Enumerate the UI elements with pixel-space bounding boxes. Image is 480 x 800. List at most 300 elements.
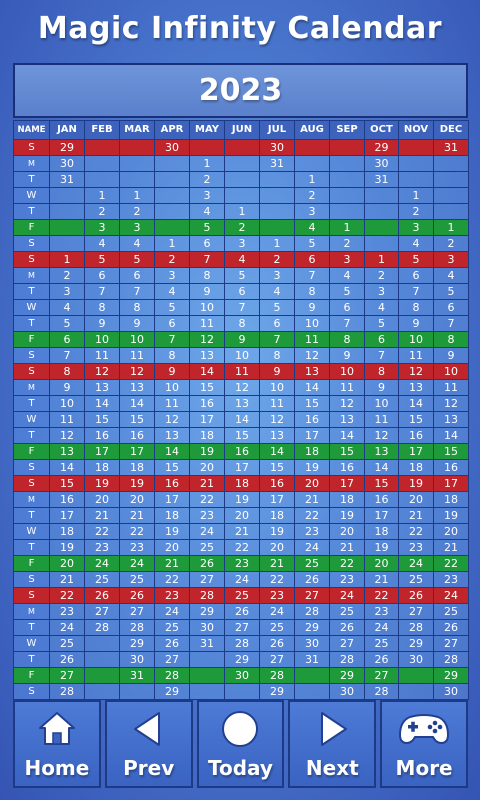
date-cell: 9	[190, 284, 225, 300]
calendar-row	[14, 604, 469, 620]
date-cell: 17	[85, 444, 120, 460]
calendar-row	[14, 476, 469, 492]
triangle-right-icon	[312, 706, 352, 752]
date-cell: 23	[155, 588, 190, 604]
date-cell: 30	[365, 156, 399, 172]
header-month: SEP	[330, 121, 365, 140]
date-cell: 28	[365, 684, 399, 700]
weekday-label: M	[14, 156, 50, 172]
date-cell: 2	[50, 268, 85, 284]
date-cell: 15	[190, 380, 225, 396]
date-cell: 2	[120, 204, 155, 220]
date-cell: 20	[434, 524, 469, 540]
date-cell: 12	[85, 364, 120, 380]
date-cell	[155, 172, 190, 188]
header-month: APR	[155, 121, 190, 140]
date-cell	[295, 668, 330, 684]
header-month: JUL	[260, 121, 295, 140]
weekday-label: M	[14, 604, 50, 620]
calendar-row	[14, 636, 469, 652]
date-cell: 29	[190, 604, 225, 620]
date-cell: 24	[225, 572, 260, 588]
date-cell: 24	[190, 524, 225, 540]
date-cell: 3	[85, 220, 120, 236]
date-cell: 13	[295, 364, 330, 380]
date-cell	[330, 156, 365, 172]
date-cell: 7	[120, 284, 155, 300]
date-cell	[85, 684, 120, 700]
date-cell: 1	[85, 188, 120, 204]
date-cell: 14	[225, 412, 260, 428]
date-cell: 3	[50, 284, 85, 300]
date-cell: 27	[365, 668, 399, 684]
weekday-label: F	[14, 556, 50, 572]
date-cell: 6	[120, 268, 155, 284]
date-cell: 30	[434, 684, 469, 700]
date-cell	[190, 140, 225, 156]
calendar-row	[14, 684, 469, 700]
home-button[interactable]	[13, 700, 101, 788]
calendar-row	[14, 540, 469, 556]
date-cell: 4	[399, 236, 434, 252]
weekday-label: T	[14, 396, 50, 412]
date-cell: 22	[225, 540, 260, 556]
date-cell: 18	[155, 508, 190, 524]
date-cell	[85, 668, 120, 684]
date-cell: 9	[295, 300, 330, 316]
date-cell	[399, 172, 434, 188]
calendar-row	[14, 348, 469, 364]
date-cell: 16	[50, 492, 85, 508]
date-cell: 30	[295, 636, 330, 652]
date-cell	[190, 652, 225, 668]
date-cell: 17	[434, 476, 469, 492]
date-cell	[260, 204, 295, 220]
date-cell: 11	[120, 348, 155, 364]
date-cell: 4	[330, 268, 365, 284]
date-cell: 15	[260, 460, 295, 476]
date-cell: 14	[365, 460, 399, 476]
date-cell: 31	[50, 172, 85, 188]
date-cell: 2	[295, 188, 330, 204]
weekday-label: S	[14, 476, 50, 492]
calendar-row	[14, 332, 469, 348]
date-cell: 4	[85, 236, 120, 252]
calendar-row	[14, 220, 469, 236]
date-cell: 17	[50, 508, 85, 524]
date-cell: 21	[190, 476, 225, 492]
date-cell: 24	[330, 588, 365, 604]
calendar-row	[14, 188, 469, 204]
date-cell: 21	[434, 540, 469, 556]
date-cell: 27	[434, 636, 469, 652]
date-cell: 10	[330, 364, 365, 380]
date-cell: 17	[330, 476, 365, 492]
date-cell: 11	[50, 412, 85, 428]
bottom-nav-bar	[13, 700, 468, 788]
date-cell: 26	[434, 620, 469, 636]
date-cell: 5	[225, 268, 260, 284]
calendar-row	[14, 204, 469, 220]
date-cell: 15	[365, 476, 399, 492]
date-cell: 10	[399, 332, 434, 348]
date-cell: 5	[330, 284, 365, 300]
weekday-label: S	[14, 252, 50, 268]
date-cell: 3	[434, 252, 469, 268]
date-cell: 16	[85, 428, 120, 444]
weekday-label: M	[14, 268, 50, 284]
weekday-label: T	[14, 508, 50, 524]
date-cell: 20	[190, 460, 225, 476]
date-cell: 11	[225, 364, 260, 380]
date-cell: 16	[225, 444, 260, 460]
date-cell: 7	[330, 316, 365, 332]
date-cell: 1	[399, 188, 434, 204]
date-cell: 12	[50, 428, 85, 444]
weekday-label: T	[14, 620, 50, 636]
date-cell: 19	[50, 540, 85, 556]
date-cell: 29	[365, 140, 399, 156]
date-cell: 30	[330, 684, 365, 700]
weekday-label: T	[14, 284, 50, 300]
date-cell: 8	[190, 268, 225, 284]
date-cell: 16	[260, 476, 295, 492]
date-cell: 25	[365, 636, 399, 652]
weekday-label: T	[14, 316, 50, 332]
date-cell: 17	[225, 460, 260, 476]
date-cell: 24	[120, 556, 155, 572]
date-cell: 6	[365, 332, 399, 348]
weekday-label: M	[14, 492, 50, 508]
date-cell: 13	[399, 380, 434, 396]
date-cell: 30	[50, 156, 85, 172]
date-cell: 2	[365, 268, 399, 284]
date-cell: 7	[399, 284, 434, 300]
date-cell: 13	[434, 412, 469, 428]
date-cell: 8	[399, 300, 434, 316]
date-cell: 19	[365, 540, 399, 556]
date-cell: 24	[434, 588, 469, 604]
date-cell: 25	[260, 620, 295, 636]
date-cell	[330, 172, 365, 188]
date-cell: 8	[365, 364, 399, 380]
date-cell: 12	[399, 364, 434, 380]
date-cell	[399, 156, 434, 172]
date-cell: 1	[434, 220, 469, 236]
date-cell: 28	[85, 620, 120, 636]
date-cell	[190, 684, 225, 700]
date-cell: 2	[260, 252, 295, 268]
date-cell	[85, 172, 120, 188]
date-cell: 28	[399, 620, 434, 636]
date-cell: 12	[365, 428, 399, 444]
date-cell	[85, 140, 120, 156]
date-cell: 6	[225, 284, 260, 300]
date-cell: 11	[365, 412, 399, 428]
date-cell: 9	[120, 316, 155, 332]
date-cell: 30	[260, 140, 295, 156]
date-cell: 29	[155, 684, 190, 700]
weekday-label: S	[14, 684, 50, 700]
date-cell: 6	[50, 332, 85, 348]
date-cell	[155, 156, 190, 172]
date-cell: 12	[434, 396, 469, 412]
date-cell: 24	[85, 556, 120, 572]
date-cell: 25	[434, 604, 469, 620]
prev-button[interactable]	[105, 700, 193, 788]
date-cell: 26	[120, 588, 155, 604]
date-cell: 14	[85, 396, 120, 412]
date-cell: 1	[330, 220, 365, 236]
date-cell: 1	[120, 188, 155, 204]
home-icon	[37, 706, 77, 752]
date-cell: 30	[120, 652, 155, 668]
date-cell: 1	[225, 204, 260, 220]
date-cell: 12	[260, 412, 295, 428]
calendar-grid	[13, 120, 469, 700]
date-cell: 16	[399, 428, 434, 444]
date-cell: 18	[365, 524, 399, 540]
date-cell: 6	[155, 316, 190, 332]
calendar-row	[14, 668, 469, 684]
date-cell: 11	[85, 348, 120, 364]
date-cell: 21	[50, 572, 85, 588]
header-month: OCT	[365, 121, 399, 140]
date-cell: 3	[225, 236, 260, 252]
date-cell: 9	[155, 364, 190, 380]
date-cell: 3	[365, 284, 399, 300]
date-cell: 28	[120, 620, 155, 636]
date-cell: 26	[260, 636, 295, 652]
calendar-row	[14, 236, 469, 252]
date-cell: 7	[295, 268, 330, 284]
date-cell: 2	[399, 204, 434, 220]
date-cell: 16	[155, 476, 190, 492]
date-cell: 14	[434, 428, 469, 444]
date-cell: 19	[155, 524, 190, 540]
date-cell: 2	[330, 236, 365, 252]
date-cell: 11	[330, 380, 365, 396]
date-cell	[330, 188, 365, 204]
date-cell: 18	[190, 428, 225, 444]
date-cell: 18	[120, 460, 155, 476]
date-cell: 5	[434, 284, 469, 300]
date-cell: 22	[260, 572, 295, 588]
date-cell: 19	[85, 476, 120, 492]
weekday-label: S	[14, 588, 50, 604]
date-cell	[85, 156, 120, 172]
date-cell: 26	[399, 588, 434, 604]
date-cell: 31	[260, 156, 295, 172]
calendar-row	[14, 364, 469, 380]
date-cell	[50, 236, 85, 252]
date-cell: 23	[190, 508, 225, 524]
calendar-row	[14, 396, 469, 412]
date-cell: 3	[190, 188, 225, 204]
date-cell: 29	[120, 636, 155, 652]
date-cell: 11	[295, 332, 330, 348]
date-cell: 14	[120, 396, 155, 412]
date-cell: 4	[190, 204, 225, 220]
date-cell: 9	[225, 332, 260, 348]
date-cell	[225, 172, 260, 188]
date-cell: 23	[260, 588, 295, 604]
date-cell: 31	[295, 652, 330, 668]
date-cell: 2	[190, 172, 225, 188]
date-cell: 5	[295, 236, 330, 252]
date-cell: 23	[399, 540, 434, 556]
date-cell	[50, 220, 85, 236]
date-cell	[365, 204, 399, 220]
date-cell: 28	[260, 668, 295, 684]
date-cell: 6	[260, 316, 295, 332]
date-cell	[260, 220, 295, 236]
date-cell: 29	[260, 684, 295, 700]
date-cell: 28	[434, 652, 469, 668]
date-cell: 15	[330, 444, 365, 460]
date-cell: 11	[434, 380, 469, 396]
date-cell: 3	[295, 204, 330, 220]
date-cell: 27	[50, 668, 85, 684]
date-cell: 28	[295, 604, 330, 620]
date-cell: 24	[365, 620, 399, 636]
date-cell: 15	[225, 428, 260, 444]
header-month: JUN	[225, 121, 260, 140]
date-cell: 29	[295, 620, 330, 636]
date-cell: 8	[260, 348, 295, 364]
date-cell: 21	[399, 508, 434, 524]
date-cell: 29	[50, 140, 85, 156]
date-cell: 21	[365, 572, 399, 588]
date-cell: 18	[330, 492, 365, 508]
calendar-row	[14, 620, 469, 636]
date-cell: 20	[50, 556, 85, 572]
header-month: DEC	[434, 121, 469, 140]
date-cell: 10	[295, 316, 330, 332]
header-name: NAME	[14, 121, 50, 140]
date-cell: 25	[120, 572, 155, 588]
date-cell: 6	[190, 236, 225, 252]
date-cell: 31	[120, 668, 155, 684]
date-cell	[365, 236, 399, 252]
date-cell: 26	[190, 556, 225, 572]
date-cell	[85, 636, 120, 652]
date-cell	[399, 684, 434, 700]
next-button[interactable]	[288, 700, 376, 788]
date-cell: 22	[365, 588, 399, 604]
date-cell: 4	[120, 236, 155, 252]
date-cell: 23	[225, 556, 260, 572]
weekday-label: S	[14, 364, 50, 380]
date-cell: 30	[155, 140, 190, 156]
date-cell: 31	[190, 636, 225, 652]
date-cell: 18	[295, 444, 330, 460]
year-display: 2023	[13, 63, 468, 118]
date-cell: 2	[155, 252, 190, 268]
date-cell: 5	[50, 316, 85, 332]
date-cell: 26	[225, 604, 260, 620]
date-cell: 5	[260, 300, 295, 316]
date-cell: 23	[120, 540, 155, 556]
date-cell: 22	[190, 492, 225, 508]
date-cell: 27	[120, 604, 155, 620]
weekday-label: T	[14, 428, 50, 444]
date-cell: 17	[260, 492, 295, 508]
date-cell: 11	[260, 396, 295, 412]
date-cell: 20	[399, 492, 434, 508]
date-cell: 3	[155, 268, 190, 284]
date-cell: 24	[295, 540, 330, 556]
date-cell: 17	[190, 412, 225, 428]
date-cell: 9	[50, 380, 85, 396]
date-cell: 20	[155, 540, 190, 556]
date-cell: 27	[260, 652, 295, 668]
date-cell: 17	[155, 492, 190, 508]
date-cell: 8	[295, 284, 330, 300]
date-cell	[155, 220, 190, 236]
app-title: Magic Infinity Calendar	[37, 11, 443, 46]
date-cell: 9	[260, 364, 295, 380]
date-cell: 31	[434, 140, 469, 156]
calendar-row	[14, 268, 469, 284]
date-cell: 27	[330, 636, 365, 652]
date-cell	[120, 156, 155, 172]
date-cell: 17	[365, 508, 399, 524]
date-cell: 9	[434, 348, 469, 364]
date-cell: 11	[155, 396, 190, 412]
date-cell: 3	[330, 252, 365, 268]
date-cell: 24	[399, 556, 434, 572]
date-cell: 7	[225, 300, 260, 316]
calendar-row	[14, 572, 469, 588]
date-cell: 30	[225, 668, 260, 684]
date-cell: 2	[85, 204, 120, 220]
date-cell: 8	[155, 348, 190, 364]
weekday-label: T	[14, 652, 50, 668]
date-cell: 5	[155, 300, 190, 316]
weekday-label: F	[14, 668, 50, 684]
date-cell	[365, 220, 399, 236]
date-cell: 6	[85, 268, 120, 284]
date-cell: 21	[85, 508, 120, 524]
calendar-row	[14, 300, 469, 316]
date-cell	[434, 156, 469, 172]
date-cell: 19	[225, 492, 260, 508]
calendar-row	[14, 508, 469, 524]
date-cell: 22	[330, 556, 365, 572]
calendar-row	[14, 428, 469, 444]
date-cell: 10	[50, 396, 85, 412]
date-cell: 13	[120, 380, 155, 396]
date-cell	[399, 668, 434, 684]
date-cell: 21	[155, 556, 190, 572]
date-cell: 22	[50, 588, 85, 604]
date-cell: 22	[434, 556, 469, 572]
date-cell: 8	[225, 316, 260, 332]
date-cell: 14	[260, 444, 295, 460]
date-cell: 10	[434, 364, 469, 380]
date-cell: 10	[260, 380, 295, 396]
date-cell: 4	[365, 300, 399, 316]
date-cell: 18	[260, 508, 295, 524]
date-cell: 18	[399, 460, 434, 476]
more-button[interactable]	[380, 700, 468, 788]
header-month: FEB	[85, 121, 120, 140]
date-cell: 16	[190, 396, 225, 412]
date-cell: 30	[190, 620, 225, 636]
date-cell: 10	[365, 396, 399, 412]
today-button[interactable]	[197, 700, 285, 788]
